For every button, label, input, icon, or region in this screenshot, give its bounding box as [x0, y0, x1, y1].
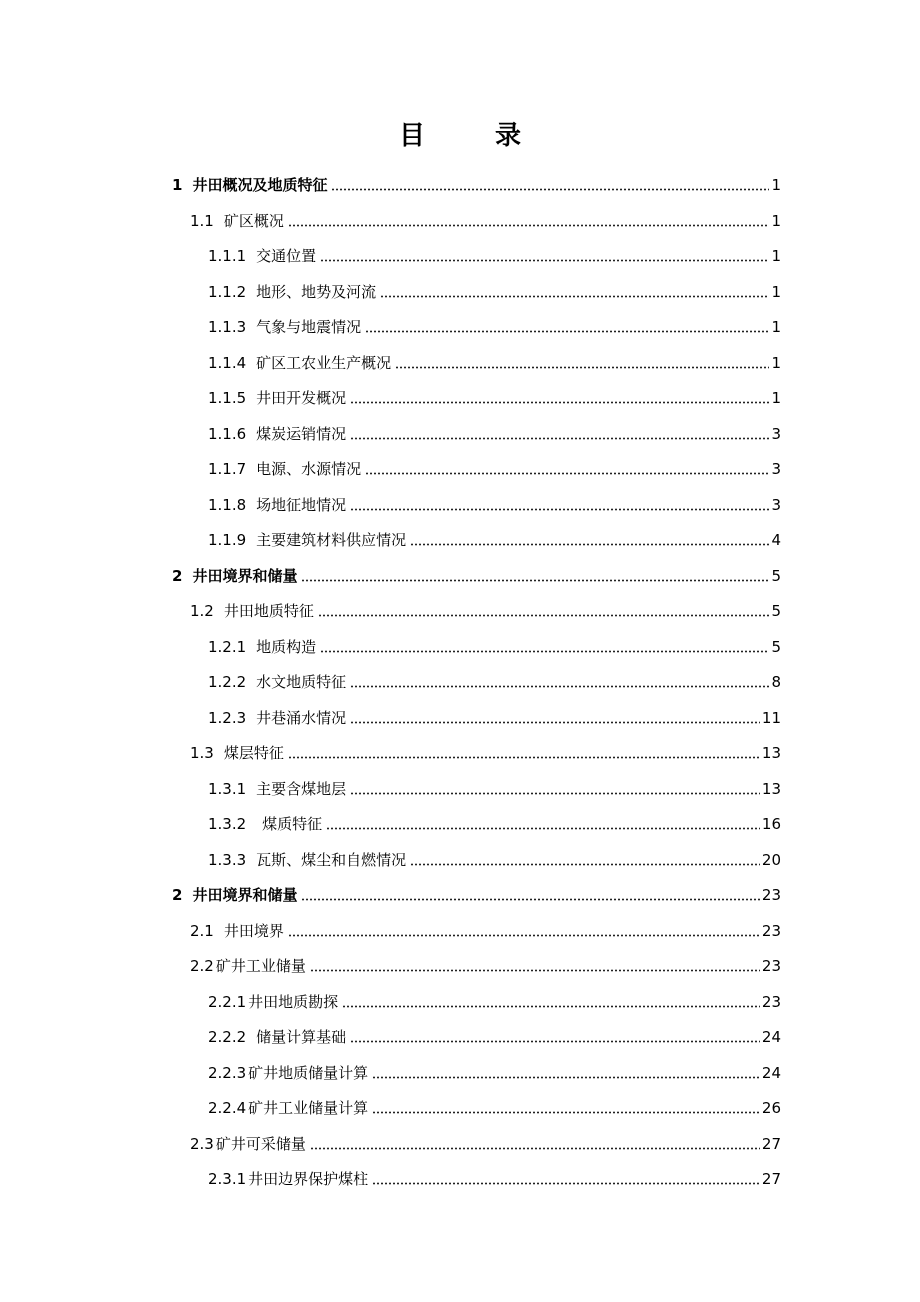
toc-entry-page: 23 — [761, 886, 781, 904]
toc-entry-number: 2.1 — [190, 921, 214, 940]
toc-dot-leader — [350, 781, 760, 795]
toc-dot-leader — [331, 177, 769, 191]
toc-entry[interactable] — [208, 1159, 781, 1189]
toc-entry[interactable] — [208, 769, 781, 799]
toc-entry-page: 1 — [771, 353, 781, 372]
toc-entry-title: 井田地质特征 — [223, 602, 314, 620]
toc-entry-number: 1.2.3 — [208, 708, 247, 727]
toc-entry-number: 1.2.2 — [208, 673, 247, 691]
toc-entry-page: 11 — [761, 708, 781, 727]
toc-dot-leader — [350, 390, 769, 404]
toc-dot-leader — [310, 958, 760, 972]
toc-entry[interactable] — [190, 591, 781, 621]
toc-entry-page: 23 — [761, 921, 781, 940]
toc-entry-page: 1 — [771, 282, 781, 301]
toc-entry-title: 煤层特征 — [223, 744, 284, 762]
toc-entry-number: 2.2.2 — [208, 1028, 247, 1046]
toc-entry-number: 1.1.3 — [208, 318, 247, 336]
toc-entry-page: 16 — [761, 815, 781, 833]
toc-entry-page: 3 — [771, 495, 781, 514]
toc-dot-leader — [350, 426, 769, 440]
toc-dot-leader — [301, 887, 759, 901]
toc-entry-page: 3 — [771, 424, 781, 443]
toc-dot-leader — [350, 1029, 760, 1043]
toc-entry-number: 1.3.2 — [208, 815, 247, 833]
toc-entry-title: 井田境界 — [223, 921, 284, 940]
toc-entry[interactable] — [208, 378, 781, 408]
toc-entry-title: 气象与地震情况 — [256, 318, 362, 336]
toc-dot-leader — [326, 816, 760, 830]
toc-entry[interactable] — [190, 1124, 781, 1154]
toc-entry[interactable] — [208, 804, 781, 834]
toc-entry-number: 2.2 — [190, 957, 214, 975]
toc-entry-title: 矿井可采储量 — [215, 1134, 306, 1153]
toc-entry-title: 交通位置 — [256, 247, 317, 265]
toc-entry-number: 1.3 — [190, 744, 214, 762]
toc-entry[interactable] — [208, 343, 781, 373]
toc-dot-leader — [372, 1065, 760, 1079]
toc-entry-number: 1.1 — [190, 211, 214, 230]
toc-entry-number: 2.3.1 — [208, 1170, 247, 1188]
toc-entry[interactable] — [208, 662, 781, 692]
toc-dot-leader — [410, 532, 769, 546]
toc-entry-page: 20 — [761, 850, 781, 869]
toc-entry-number: 1.1.5 — [208, 389, 247, 407]
toc-entry[interactable] — [190, 946, 781, 976]
toc-entry-number: 1.2.1 — [208, 637, 247, 656]
toc-entry[interactable] — [208, 1017, 781, 1047]
toc-entry-title: 矿区工农业生产概况 — [256, 353, 392, 372]
toc-dot-leader — [410, 852, 760, 866]
toc-entry[interactable] — [172, 875, 781, 905]
toc-entry-page: 1 — [771, 318, 781, 336]
toc-entry-number: 1.3.1 — [208, 779, 247, 798]
toc-entry-page: 8 — [771, 673, 781, 691]
toc-entry[interactable] — [172, 165, 781, 195]
toc-entry-page: 5 — [771, 602, 781, 620]
toc-entry[interactable] — [190, 911, 781, 941]
toc-dot-leader — [310, 1136, 760, 1150]
toc-entry-number: 1.3.3 — [208, 850, 247, 869]
toc-entry-page: 1 — [771, 211, 781, 230]
toc-entry[interactable] — [208, 307, 781, 337]
toc-entry-number: 2 — [172, 886, 183, 904]
toc-entry[interactable] — [208, 698, 781, 728]
toc-entry[interactable] — [208, 982, 781, 1012]
toc-entry[interactable] — [208, 840, 781, 870]
toc-entry-number: 1.1.8 — [208, 495, 247, 514]
toc-dot-leader — [350, 710, 760, 724]
toc-entry-title: 电源、水源情况 — [256, 460, 362, 478]
toc-entry-page: 23 — [761, 957, 781, 975]
toc-entry-title: 地质构造 — [256, 637, 317, 656]
toc-entry-title: 井巷涌水情况 — [256, 708, 347, 727]
toc-entry[interactable] — [208, 272, 781, 302]
toc-entry-number: 2 — [172, 566, 183, 585]
toc-dot-leader — [372, 1100, 760, 1114]
toc-entry-page: 4 — [771, 531, 781, 549]
toc-entry-title: 瓦斯、煤尘和自燃情况 — [256, 850, 407, 869]
toc-entry-title: 煤质特征 — [262, 815, 323, 833]
toc-entry-title: 矿井地质储量计算 — [248, 1063, 369, 1082]
toc-entry-number: 1.1.1 — [208, 247, 247, 265]
toc-dot-leader — [342, 994, 760, 1008]
toc-entry[interactable] — [190, 733, 781, 763]
toc-entry-page: 5 — [771, 637, 781, 656]
toc-entry[interactable] — [172, 556, 781, 586]
toc-entry-number: 1.1.2 — [208, 282, 247, 301]
toc-entry-title: 井田概况及地质特征 — [192, 176, 328, 194]
toc-entry[interactable] — [208, 485, 781, 515]
toc-entry-number: 2.2.1 — [208, 992, 247, 1011]
toc-dot-leader — [301, 568, 769, 582]
toc-entry-page: 23 — [761, 992, 781, 1011]
toc-dot-leader — [288, 923, 760, 937]
toc-entry-number: 1.1.4 — [208, 353, 247, 372]
toc-entry-title: 井田开发概况 — [256, 389, 347, 407]
toc-entry-number: 1.1.7 — [208, 460, 247, 478]
toc-entry-page: 27 — [761, 1170, 781, 1188]
toc-entry-page: 1 — [771, 176, 781, 194]
toc-entry-page: 24 — [761, 1063, 781, 1082]
toc-entry-page: 1 — [771, 247, 781, 265]
toc-dot-leader — [395, 355, 769, 369]
toc-entry-number: 1 — [172, 176, 183, 194]
toc-entry-number: 1.2 — [190, 602, 214, 620]
toc-entry-number: 2.2.3 — [208, 1063, 247, 1082]
toc-entry-title: 井田地质勘探 — [248, 992, 339, 1011]
toc-dot-leader — [288, 745, 760, 759]
toc-entry-page: 27 — [761, 1134, 781, 1153]
toc-entry[interactable] — [208, 627, 781, 657]
toc-entry-page: 13 — [761, 744, 781, 762]
toc-entry-title: 主要建筑材料供应情况 — [256, 531, 407, 549]
toc-dot-leader — [320, 639, 769, 653]
toc-dot-leader — [318, 603, 770, 617]
toc-entry-page: 24 — [761, 1028, 781, 1046]
toc-dot-leader — [365, 461, 769, 475]
toc-entry-number: 1.1.9 — [208, 531, 247, 549]
toc-entry-page: 3 — [771, 460, 781, 478]
toc-dot-leader — [365, 319, 769, 333]
toc-entry[interactable] — [208, 1053, 781, 1083]
toc-dot-leader — [380, 284, 769, 298]
toc-entry[interactable] — [190, 201, 781, 231]
toc-entry-number: 1.1.6 — [208, 424, 247, 443]
toc-entry-title: 井田边界保护煤柱 — [248, 1170, 369, 1188]
toc-dot-leader — [288, 213, 770, 227]
toc-entry-page: 26 — [761, 1099, 781, 1117]
toc-title: 目 录 — [398, 121, 543, 151]
toc-entry[interactable] — [208, 236, 781, 266]
toc-entry-title: 井田境界和储量 — [192, 566, 298, 585]
toc-entry-title: 水文地质特征 — [256, 673, 347, 691]
toc-entry-title: 煤炭运销情况 — [256, 424, 347, 443]
toc-entry[interactable] — [208, 520, 781, 550]
toc-entry-page: 5 — [771, 566, 781, 585]
toc-dot-leader — [350, 674, 769, 688]
toc-dot-leader — [372, 1171, 760, 1185]
toc-entry[interactable] — [208, 449, 781, 479]
toc-dot-leader — [320, 248, 769, 262]
toc-entry-title: 井田境界和储量 — [192, 886, 298, 904]
toc-dot-leader — [350, 497, 769, 511]
toc-entry-title: 矿井工业储量 — [215, 957, 306, 975]
toc-entry-title: 矿井工业储量计算 — [248, 1099, 369, 1117]
toc-entry[interactable] — [208, 1088, 781, 1118]
toc-entry-title: 地形、地势及河流 — [256, 282, 377, 301]
toc-entry-title: 主要含煤地层 — [256, 779, 347, 798]
toc-entry[interactable] — [208, 414, 781, 444]
toc-entry-page: 13 — [761, 779, 781, 798]
toc-entry-number: 2.2.4 — [208, 1099, 247, 1117]
toc-entry-title: 储量计算基础 — [256, 1028, 347, 1046]
toc-entry-title: 场地征地情况 — [256, 495, 347, 514]
toc-entry-title: 矿区概况 — [223, 211, 284, 230]
toc-entry-page: 1 — [771, 389, 781, 407]
toc-entry-number: 2.3 — [190, 1134, 214, 1153]
